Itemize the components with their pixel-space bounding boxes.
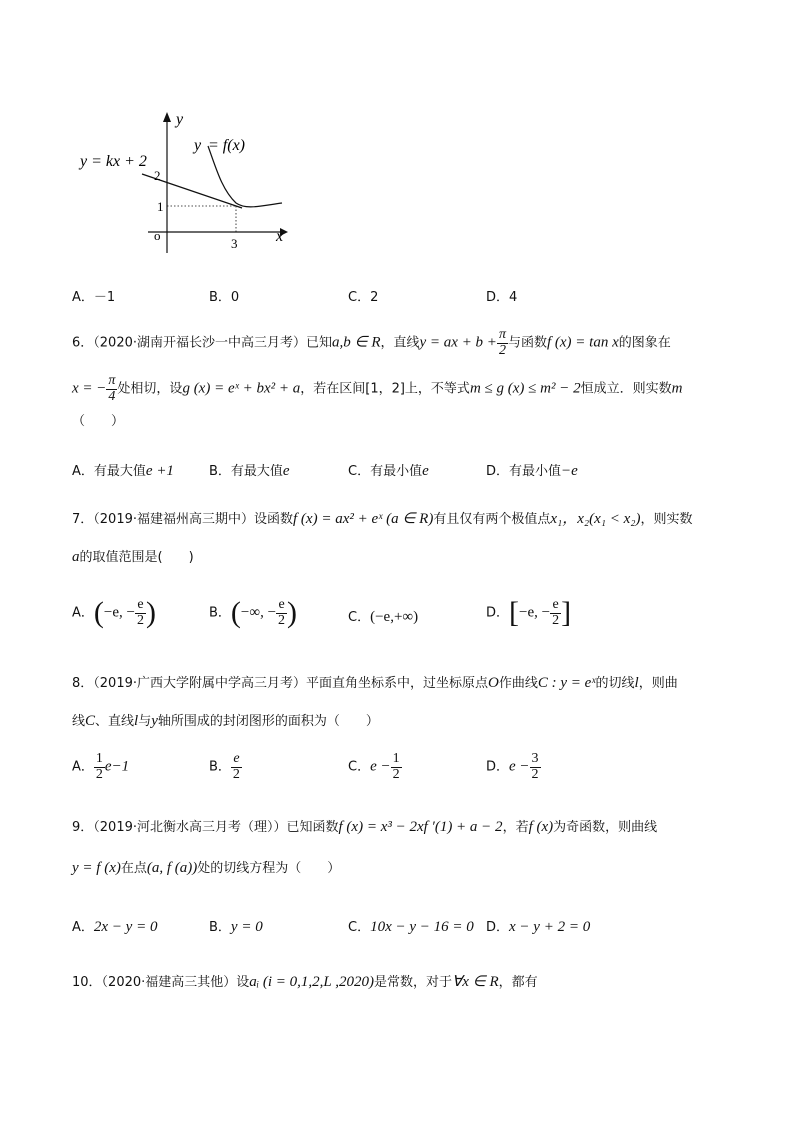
q6-option-c-label: C．有最小值 <box>348 464 423 479</box>
q6-g: g (x) = eˣ + bx² + a <box>182 380 301 397</box>
q7-option-a-label: A． <box>72 605 94 621</box>
q8-option-a-frac: $\frac{1}{2}$ <box>95 751 103 782</box>
q6-option-d-math: −e <box>561 463 578 479</box>
q5-option-d[interactable]: D．4 <box>486 290 518 305</box>
q8-line2-c: 与 <box>138 714 152 729</box>
q7-option-b-frac: $\frac{e}{2}$ <box>278 596 286 628</box>
y-axis-label: y <box>176 111 184 128</box>
q6-pi-over-4: $\frac{\pi}{4}$ <box>108 373 116 404</box>
q6-line1 <box>72 328 671 358</box>
q8-line2-d: 轴所围成的封闭图形的面积为（ ） <box>157 714 379 729</box>
q10-prefix: 10．（2020·福建高三其他）设 <box>72 975 250 990</box>
q7-option-c-val: (−e,+∞) <box>370 609 419 625</box>
q7-option-d[interactable]: D．[−e, − $\frac{e}{2}$ ] <box>486 596 572 629</box>
q8-option-d-label: D． <box>486 759 510 775</box>
q8-option-a[interactable] <box>72 752 129 782</box>
q7-line2 <box>72 550 194 565</box>
q7-mid: 有且仅有两个极值点 <box>433 512 551 527</box>
q8-O: O <box>488 675 499 691</box>
q6-m: m <box>671 380 683 397</box>
q10-end: ，都有 <box>498 975 538 990</box>
function-graph-figure <box>70 108 300 253</box>
q10-ai: aᵢ (i = 0,1,2,L ,2020) <box>249 974 374 990</box>
q6-option-a-math: e +1 <box>145 463 174 479</box>
q7-option-a-frac: $\frac{e}{2}$ <box>136 596 144 628</box>
q7-option-d-label: D． <box>486 605 510 621</box>
q8-option-a-tail: e−1 <box>104 758 130 775</box>
q6-option-b-label: B．有最大值 <box>209 464 283 479</box>
q9-option-b-math: y = 0 <box>230 919 263 935</box>
q6-end: 的图象在 <box>618 335 671 351</box>
curve-f <box>208 146 282 207</box>
tick-y2: 2 <box>154 168 161 183</box>
q8-line2-y: y <box>151 713 158 729</box>
q6-option-d[interactable] <box>486 460 578 480</box>
q8-line1 <box>72 676 678 691</box>
q5-option-a[interactable]: A．－1 <box>72 290 116 305</box>
q8-mid: 作曲线 <box>498 676 538 691</box>
q6-ineq: m ≤ g (x) ≤ m² − 2 <box>469 380 581 397</box>
q6-option-d-label: D．有最小值 <box>486 464 562 479</box>
q5-option-b[interactable]: B．0 <box>209 290 240 305</box>
q7-func: f (x) = ax² + eˣ (a ∈ R) <box>293 511 434 527</box>
q9-curve: y = f (x) <box>72 860 121 876</box>
q7-option-d-left: −e, − <box>519 604 551 621</box>
q10-forall: ∀x ∈ R <box>452 974 499 990</box>
q7-option-b-label: B． <box>209 605 231 621</box>
q6-text2: ，若在区间[1，2]上，不等式 <box>300 381 470 397</box>
q6-prefix: 6．（2020·湖南开福长沙一中高三月考）已知 <box>72 335 332 351</box>
q8-option-b-label: B． <box>209 759 231 775</box>
q9-option-b-label: B． <box>209 920 231 935</box>
q8-option-d[interactable] <box>486 752 541 782</box>
origin-label: o <box>154 228 161 243</box>
q7-text: 的取值范围是( ) <box>79 550 194 565</box>
q8-line2-l: l <box>134 713 139 729</box>
q9-text1: 在点 <box>120 861 147 876</box>
q7-option-c[interactable] <box>348 606 418 626</box>
q9-option-d-math: x − y + 2 = 0 <box>509 919 591 935</box>
q8-option-a-label: A． <box>72 759 94 775</box>
q8-option-d-head: e − <box>509 758 530 775</box>
q6-option-b[interactable] <box>209 460 290 480</box>
q8-mid2: 的切线 <box>595 676 635 691</box>
q9-option-a[interactable] <box>72 916 157 936</box>
x-axis-label: x <box>276 228 284 245</box>
q8-option-c-frac: $\frac{1}{2}$ <box>392 751 400 782</box>
q6-option-a-label: A．有最大值 <box>72 464 146 479</box>
q7-option-b[interactable]: B．(−∞, − $\frac{e}{2}$ ) <box>209 596 298 629</box>
q8-option-b[interactable] <box>209 752 242 782</box>
curve-label-prefix: y <box>194 137 202 154</box>
q8-line2-a: 线 <box>72 714 86 729</box>
q6-text3: 恒成立．则实数 <box>580 381 672 397</box>
q7-pts: x₁，x₂(x₁ < x₂) <box>550 511 641 527</box>
q8-option-c-label: C． <box>348 759 371 775</box>
q6-func: f (x) = tan x <box>546 334 619 351</box>
q7-prefix: 7．（2019·福建福州高三期中）设函数 <box>72 512 293 527</box>
q7-option-b-left: −∞, − <box>240 604 277 621</box>
q9-option-c-label: C． <box>348 920 371 935</box>
q6-text1: 处相切，设 <box>117 381 183 397</box>
q5-option-c[interactable]: C．2 <box>348 290 379 305</box>
q7-option-d-frac: $\frac{e}{2}$ <box>552 596 560 628</box>
q8-l: l <box>634 675 639 691</box>
q7-option-a[interactable]: A．(−e, − $\frac{e}{2}$ ) <box>72 596 156 629</box>
line-label: y = kx + 2 <box>80 153 147 170</box>
q6-sets: a,b ∈ R <box>332 334 381 351</box>
q8-prefix: 8．（2019·广西大学附属中学高三月考）平面直角坐标系中，过坐标原点 <box>72 676 488 691</box>
q7-a: a <box>72 549 80 565</box>
q7-end: ，则实数 <box>640 512 693 527</box>
q7-option-c-label: C． <box>348 610 371 625</box>
q9-prefix: 9．（2019·河北衡水高三月考（理））已知函数 <box>72 820 339 835</box>
q6-option-c-math: e <box>422 463 429 479</box>
q9-option-c-math: 10x − y − 16 = 0 <box>370 919 474 935</box>
q7-option-a-left: −e, − <box>103 604 135 621</box>
q8-option-b-frac: $\frac{e}{2}$ <box>232 751 240 782</box>
q6-option-a[interactable] <box>72 460 174 480</box>
tick-y1: 1 <box>157 199 164 214</box>
q9-mid: ，若 <box>502 820 529 835</box>
q6-option-c[interactable] <box>348 460 429 480</box>
q8-line2-b: 、直线 <box>95 714 135 729</box>
q8-line2 <box>72 714 379 729</box>
q9-f: f (x) <box>528 819 554 835</box>
q8-option-c-head: e − <box>370 758 391 775</box>
q9-option-b[interactable] <box>209 916 263 936</box>
q9-pt: (a, f (a)) <box>146 860 198 876</box>
q9-option-a-math: 2x − y = 0 <box>93 919 158 935</box>
q8-end: ，则曲 <box>638 676 678 691</box>
q9-text2: 处的切线方程为（ ） <box>197 861 341 876</box>
q6-pi-over-2: $\frac{\pi}{2}$ <box>498 327 506 358</box>
q7-line1 <box>72 512 692 527</box>
q6-mid2: 与函数 <box>507 335 547 351</box>
curve-label-eq: = f(x) <box>208 137 245 154</box>
q10-line1 <box>72 975 538 990</box>
q6-paren: （ ） <box>72 414 125 429</box>
q6-option-b-math: e <box>282 463 290 479</box>
y-axis-arrow <box>163 112 171 122</box>
q6-line2 <box>72 374 682 404</box>
q6-line-eq: y = ax + b + <box>419 334 497 351</box>
q6-x-eq: x = − <box>72 380 107 397</box>
q10-mid: 是常数，对于 <box>374 975 453 990</box>
q9-option-c[interactable] <box>348 916 474 936</box>
q9-option-d-label: D． <box>486 920 510 935</box>
q9-line1 <box>72 820 657 835</box>
q6-mid: ，直线 <box>380 335 420 351</box>
q9-option-a-label: A． <box>72 920 94 935</box>
q8-line2-C: C <box>85 713 96 729</box>
q9-end: 为奇函数，则曲线 <box>553 820 658 835</box>
q9-line2 <box>72 861 340 876</box>
tick-x3: 3 <box>231 236 238 251</box>
q8-curve: C : y = eˣ <box>537 675 596 691</box>
q8-option-d-frac: $\frac{3}{2}$ <box>531 751 539 782</box>
q8-option-c[interactable] <box>348 752 402 782</box>
q9-option-d[interactable] <box>486 916 590 936</box>
q9-func: f (x) = x³ − 2xf ′(1) + a − 2 <box>338 819 503 835</box>
